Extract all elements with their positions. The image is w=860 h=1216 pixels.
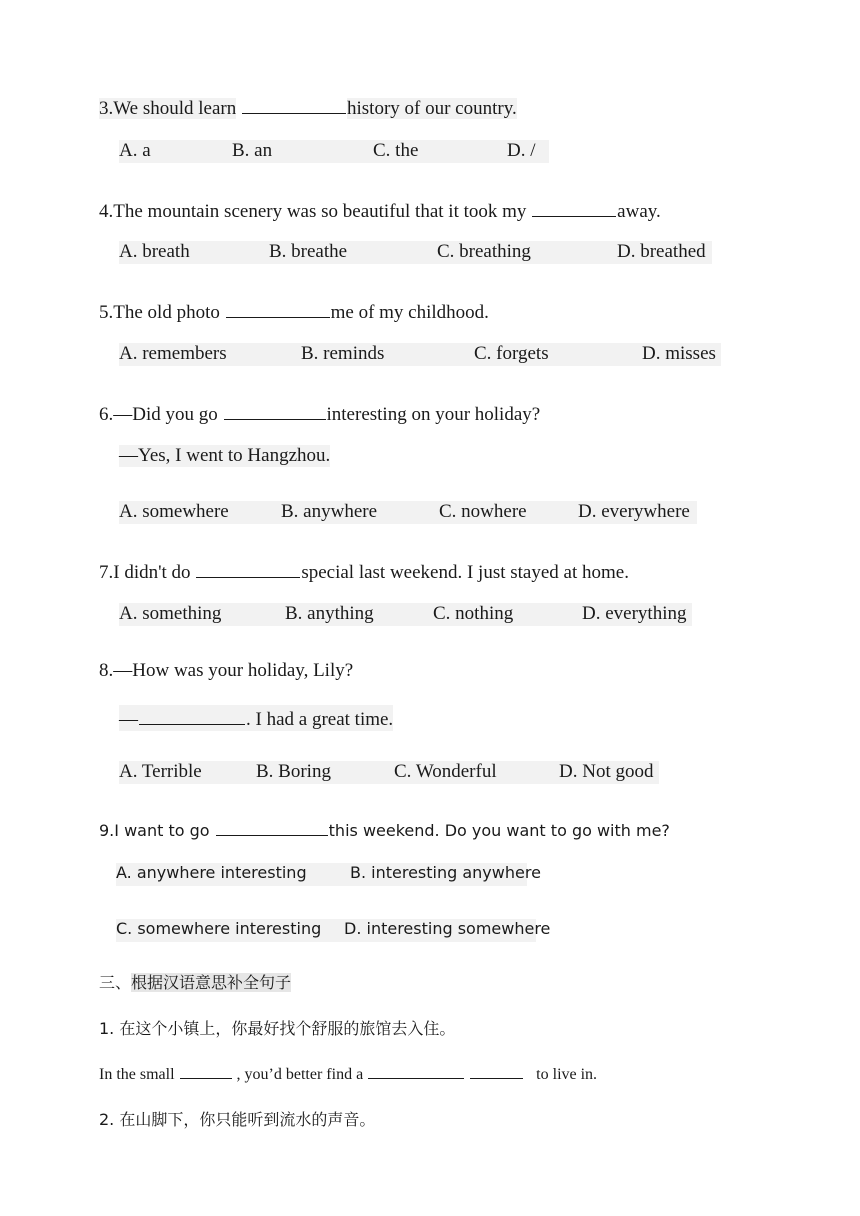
question-6-reply: —Yes, I went to Hangzhou. <box>119 445 331 466</box>
option-c: C. the <box>373 140 419 161</box>
option-b: B. interesting anywhere <box>350 863 541 882</box>
section-heading: 三、根据汉语意思补全句子 <box>99 973 292 992</box>
option-d: D. Not good <box>559 761 654 782</box>
option-a: A. anywhere interesting <box>116 863 307 882</box>
option-d: D. interesting somewhere <box>344 919 551 938</box>
option-a: A. Terrible <box>119 761 202 782</box>
option-c: C. Wonderful <box>394 761 497 782</box>
section-item-1-chinese: 1. 在这个小镇上，你最好找个舒服的旅馆去入住。 <box>99 1019 456 1038</box>
question-8-options <box>119 761 659 784</box>
option-c: C. somewhere interesting <box>116 919 322 938</box>
option-b: B. breathe <box>269 241 348 262</box>
option-b: B. Boring <box>256 761 331 782</box>
question-9-options-row-1 <box>116 863 541 886</box>
question-6-stem: 6.—Did you go interesting on your holiday? <box>99 400 540 426</box>
section-item-1-english: In the small , you’d better find a to live in. <box>99 1062 597 1084</box>
question-5-options <box>119 343 721 366</box>
question-7-stem: 7.I didn't do special last weekend. I just stayed at home. <box>99 558 629 584</box>
option-c: C. forgets <box>474 343 549 364</box>
option-c: C. breathing <box>437 241 531 262</box>
option-a: A. somewhere <box>119 501 229 522</box>
answer-blank <box>180 1062 232 1079</box>
option-b: B. reminds <box>301 343 385 364</box>
option-a: A. a <box>119 140 151 161</box>
question-5-stem: 5.The old photo me of my childhood. <box>99 298 489 324</box>
question-3-stem: 3.We should learn history of our country. <box>99 94 517 120</box>
option-d: D. / <box>507 140 536 161</box>
option-c: C. nowhere <box>439 501 527 522</box>
option-a: A. breath <box>119 241 190 262</box>
question-4-stem: 4.The mountain scenery was so beautiful that it took my away. <box>99 197 661 223</box>
option-d: D. everything <box>582 603 687 624</box>
question-6-options <box>119 501 697 524</box>
section-item-2-chinese: 2. 在山脚下，你只能听到流水的声音。 <box>99 1110 376 1129</box>
answer-blank <box>196 558 300 578</box>
answer-blank <box>224 400 326 420</box>
option-b: B. an <box>232 140 273 161</box>
option-b: B. anywhere <box>281 501 378 522</box>
answer-blank <box>470 1062 523 1079</box>
question-9-options-row-2 <box>116 919 551 942</box>
question-4-options <box>119 241 712 264</box>
option-d: D. everywhere <box>578 501 690 522</box>
answer-blank <box>242 94 346 114</box>
option-c: C. nothing <box>433 603 514 624</box>
answer-blank <box>139 705 245 725</box>
question-8-stem: 8.—How was your holiday, Lily? <box>99 660 354 681</box>
answer-blank <box>368 1062 464 1079</box>
option-a: A. remembers <box>119 343 227 364</box>
option-d: D. breathed <box>617 241 706 262</box>
answer-blank <box>226 298 330 318</box>
option-b: B. anything <box>285 603 374 624</box>
question-9-stem: 9.I want to go this weekend. Do you want to go with me? <box>99 821 670 840</box>
option-a: A. something <box>119 603 222 624</box>
question-8-reply: — . I had a great time. <box>119 705 393 731</box>
answer-blank <box>216 819 328 836</box>
answer-blank <box>532 197 616 217</box>
question-7-options <box>119 603 692 626</box>
option-d: D. misses <box>642 343 716 364</box>
question-3-options <box>119 140 549 163</box>
